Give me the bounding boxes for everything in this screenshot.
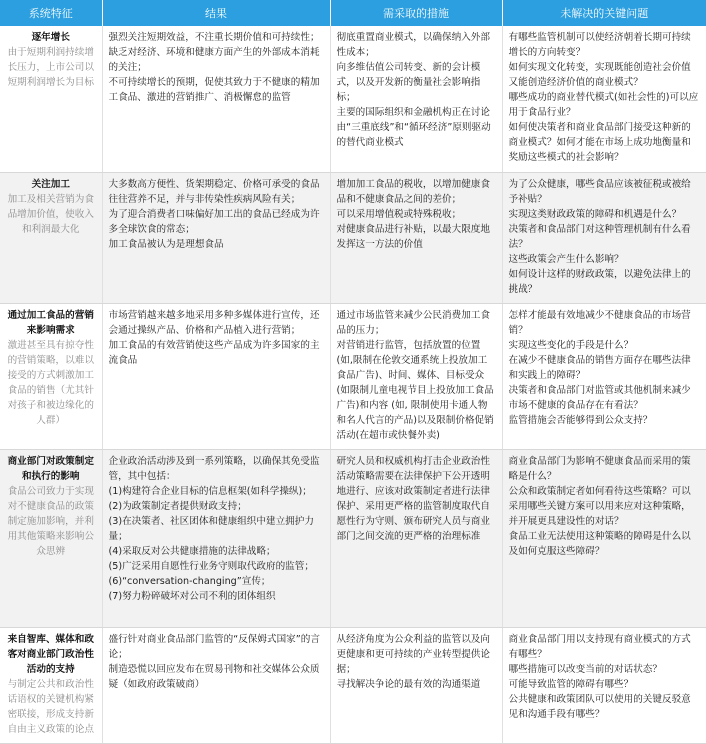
measure-item: 对健康食品进行补贴，以最大限度地发挥这一方法的价值 <box>336 223 490 250</box>
header-results: 结果 <box>102 0 330 26</box>
result-item: 为了迎合消费者口味偏好加工出的食品已经成为许多全球饮食的常态； <box>108 208 320 235</box>
question-item: 在减少不健康食品的销售方面存在哪些法律和实践上的障碍？ <box>508 354 691 381</box>
result-item: 强烈关注短期效益，不注重长期价值和可持续性； <box>108 32 320 43</box>
question-item: 公众和政策制定者如何看待这些策略？可以采用哪些关键方案可以用来应对这种策略，并开展更具建设性的对话？ <box>508 485 691 527</box>
feature-description: 激进甚至具有掠夺性的营销策略，以难以接受的方式刺激加工食品的销售（尤其针对孩子和被边缘化的人群） <box>7 339 94 426</box>
result-item: 市场营销越来越多地采用多种多媒体进行宣传，还会通过操纵产品、价格和产品植入进行营销； <box>108 309 320 336</box>
measure-item: 可以采用增值税或特殊税收； <box>336 208 462 220</box>
question-item: 哪些成功的商业替代模式(如社会性的)可以应用于食品行业？ <box>508 92 699 118</box>
feature-cell <box>0 303 102 449</box>
question-item: 公共健康和政策团队可以使用的关键反驳意见和沟通手段有哪些？ <box>508 693 691 720</box>
question-item: 商业食品部门为影响不健康食品而采用的策略是什么？ <box>508 455 691 482</box>
result-item: 加工食品的有效营销使这些产品成为许多国家的主流食品 <box>108 339 320 366</box>
measure-item: 对营销进行监管，包括放置的位置(如,限制在伦敦交通系统上投放加工食品广告)、时间、媒体、目标受众(如限制儿童电视节目上投放加工食品广告)和内容 (如, 限制使用卡通人物和名人代言的产品)以及限制价格促销活动(在超市或快餐外卖) <box>336 339 494 441</box>
result-item: 盛行针对商业食品部门监管的“反保姆式国家”的言论； <box>108 633 320 660</box>
result-item: 大多数高方便性、货架期稳定、价格可承受的食品往往营养不足，并与非传染性疾病风险有关； <box>108 178 320 205</box>
feature-description: 由于短期利润持续增长压力，上市公司以短期利润增长为目标 <box>7 47 94 88</box>
result-item: (6)“conversation-changing”宣传； <box>108 575 271 587</box>
measures-cell <box>330 172 502 303</box>
feature-description: 与制定公共和政治性话语权的关键机构紧密联接，形成支持新自由主义政策的论点 <box>7 678 94 735</box>
header-row <box>0 0 706 26</box>
table-row <box>0 172 706 303</box>
feature-cell <box>0 627 102 743</box>
result-item: (2)为政策制定者提供财政支持； <box>108 500 247 512</box>
table-row <box>0 449 706 627</box>
table-row <box>0 26 706 172</box>
feature-cell <box>0 172 102 303</box>
question-item: 实现这类财政政策的障碍和机遇是什么？ <box>508 208 682 220</box>
measure-item: 主要的国际组织和金融机构正在讨论由“三重底线”和“循环经济”原则驱动的替代商业模式 <box>336 107 491 148</box>
feature-title: 来自智库、媒体和政客对商业部门政治性活动的支持 <box>7 633 94 675</box>
question-item: 这些政策会产生什么影响？ <box>508 253 624 265</box>
results-cell <box>102 449 330 627</box>
header-questions: 未解决的关键问题 <box>502 0 706 26</box>
header-measures: 需采取的措施 <box>330 0 502 26</box>
measures-cell <box>330 303 502 449</box>
result-item: 加工食品被认为是理想食品 <box>108 238 224 250</box>
measure-item: 寻找解决争论的最有效的沟通渠道 <box>336 678 481 690</box>
feature-description: 食品公司致力于实现对不健康食品的政策制定施加影响，并利用其他策略来影响公众思辨 <box>7 485 94 557</box>
measure-item: 增加加工食品的税收，以增加健康食品和不健康食品之间的差价； <box>336 178 490 205</box>
result-item: 制造恐慌以回应发布在贸易刊物和社交媒体公众质疑（如政府政策破商） <box>108 663 320 690</box>
measure-item: 向多维估值公司转变、新的会计模式，以及开发新的衡量社会影响指标； <box>336 62 481 103</box>
question-item: 为了公众健康，哪些食品应该被征税或被给予补贴？ <box>508 178 691 205</box>
question-item: 食品工业无法使用这种策略的障碍是什么以及如何克服这些障碍？ <box>508 530 691 557</box>
question-item: 商业食品部门用以支持现有商业模式的方式有哪些？ <box>508 633 691 660</box>
questions-cell <box>502 627 706 743</box>
questions-cell <box>502 303 706 449</box>
question-item: 可能导致监管的障碍有哪些？ <box>508 678 634 690</box>
measures-cell <box>330 26 502 172</box>
measure-item: 研究人员和权威机构打击企业政治性活动策略需要在法律保护下公开透明地进行、应该对政策制定者进行法律保护、采用更严格的监管制度取代自愿性行为守则、颁布研究人员与商业部门之间交流的更严格的治理标准 <box>336 455 490 542</box>
question-item: 有哪些监管机制可以使经济朝着长期可持续增长的方向转变？ <box>508 32 691 58</box>
questions-cell <box>502 172 706 303</box>
question-item: 如何使决策者和商业食品部门接受这种新的商业模式？如何才能在市场上成功地衡量和奖励这些模式的社会影响？ <box>508 122 691 163</box>
results-cell <box>102 627 330 743</box>
header-feature: 系统特征 <box>0 0 102 26</box>
feature-cell <box>0 26 102 172</box>
measure-item: 通过市场监管来减少公民消费加工食品的压力； <box>336 309 490 336</box>
questions-cell <box>502 26 706 172</box>
question-item: 实现这些变化的手段是什么？ <box>508 339 634 351</box>
feature-title: 关注加工 <box>31 178 70 190</box>
question-item: 决策者和食品部门对这种管理机制有什么看法？ <box>508 223 691 250</box>
measures-cell <box>330 627 502 743</box>
feature-title: 通过加工食品的营销来影响需求 <box>7 309 94 336</box>
measure-item: 彻底重置商业模式，以确保纳入外部性成本； <box>336 32 490 58</box>
question-item: 怎样才能最有效地减少不健康食品的市场营销？ <box>508 309 691 336</box>
feature-title: 逐年增长 <box>31 32 70 43</box>
question-item: 如何实现文化转变，实现既能创造社会价值又能创造经济价值的商业模式？ <box>508 62 691 88</box>
feature-description: 加工及相关营销为食品增加价值，使收入和利润最大化 <box>7 193 94 235</box>
result-item: (7)努力粉碎破坏对公司不利的团体组织 <box>108 590 276 602</box>
measure-item: 从经济角度为公众利益的监管以及向更健康和更可持续的产业转型提供论据； <box>336 633 490 675</box>
table-row <box>0 303 706 449</box>
question-item: 监管措施会否能够得到公众支持？ <box>508 414 653 426</box>
result-item: (3)在决策者、社区团体和健康组织中建立拥护力量； <box>108 515 314 542</box>
question-item: 哪些措施可以改变当前的对话状态？ <box>508 663 662 675</box>
table-row <box>0 627 706 743</box>
result-item: (4)采取反对公共健康措施的法律战略； <box>108 545 276 557</box>
results-cell <box>102 303 330 449</box>
results-cell <box>102 172 330 303</box>
result-item: 缺乏对经济、环境和健康方面产生的外部成本消耗的关注； <box>108 47 320 73</box>
result-item: 企业政治活动涉及到一系列策略，以确保其免受监管，其中包括： <box>108 455 320 482</box>
result-item: 不可持续增长的预期，促使其致力于不健康的精加工食品、激进的营销推广、消极懈怠的监管 <box>108 77 320 103</box>
measures-cell <box>330 449 502 627</box>
question-item: 决策者和食品部门对监管或其他机制来减少市场不健康的食品存在有看法？ <box>508 384 691 411</box>
questions-cell <box>502 449 706 627</box>
feature-cell <box>0 449 102 627</box>
result-item: (1)构建符合企业目标的信息框架(如科学操纵)； <box>108 485 312 497</box>
results-cell <box>102 26 330 172</box>
feature-title: 商业部门对政策制定和执行的影响 <box>7 455 94 482</box>
question-item: 如何设计这样的财政政策，以避免法律上的挑战？ <box>508 268 691 295</box>
result-item: (5)广泛采用自愿性行业务守则取代政府的监管； <box>108 560 314 572</box>
